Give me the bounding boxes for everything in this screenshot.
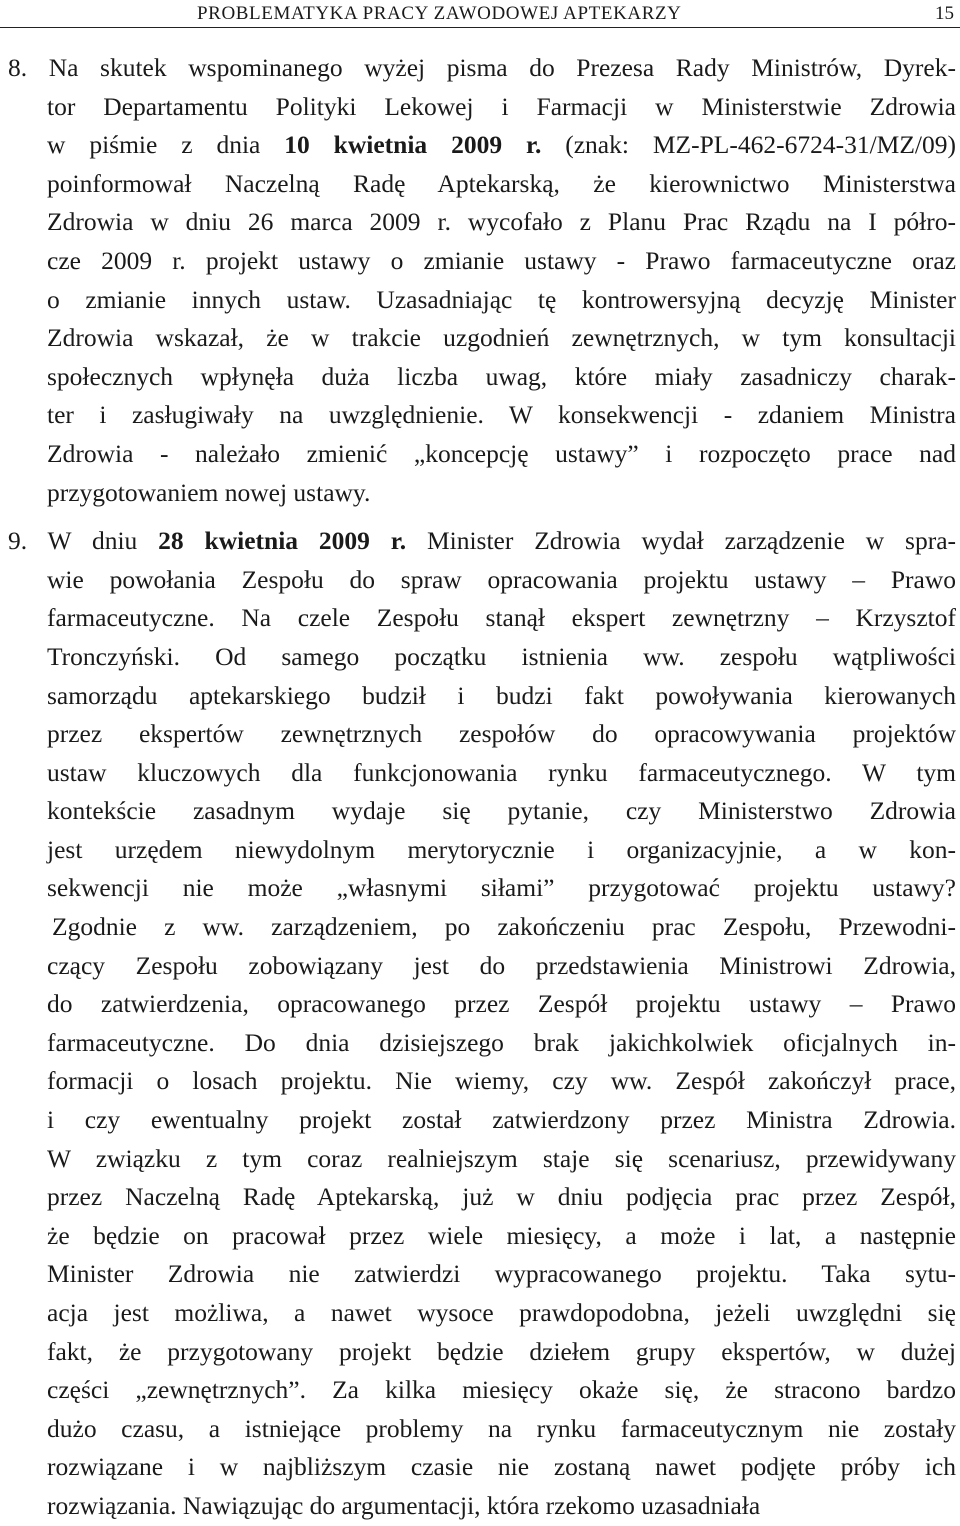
text-line xyxy=(0,1371,960,1410)
paragraph-8 xyxy=(0,49,960,512)
text-run: rozwiązane i w najbliższym czasie nie zostaną nawet podjęte próby ich xyxy=(47,1452,956,1482)
text-line xyxy=(0,126,960,165)
text-run: (znak: MZ-PL-462-6724-31/MZ/09) xyxy=(541,130,956,160)
text-line xyxy=(0,792,960,831)
text-line xyxy=(0,1101,960,1140)
bold-date: 10 kwietnia 2009 r. xyxy=(284,130,542,160)
text-run: Minister Zdrowia wydał zarządzenie w spra- xyxy=(406,526,957,556)
text-run: czący Zespołu zobowiązany jest do przedstawienia Ministrowi Zdrowia, xyxy=(47,950,956,980)
text-run: acja jest możliwa, a nawet wysoce prawdopodobna, jeżeli uwzględni się xyxy=(47,1298,956,1327)
text-run: poinformował Naczelną Radę Aptekarską, że kierownictwo Ministerstwa xyxy=(47,168,956,198)
text-line xyxy=(0,1062,960,1101)
text-line xyxy=(0,522,960,561)
text-line xyxy=(0,435,960,474)
text-line xyxy=(0,715,960,754)
text-line xyxy=(0,947,960,986)
text-run: fakt, że przygotowany projekt będzie dziełem grupy ekspertów, w dużej xyxy=(47,1336,956,1366)
text-line xyxy=(0,319,960,358)
text-run: do zatwierdzenia, opracowanego przez Zespół projektu ustawy – Prawo xyxy=(47,989,956,1019)
text-line xyxy=(0,908,960,947)
text-line xyxy=(0,754,960,793)
text-run: dużo czasu, a istniejące problemy na rynku farmaceutycznym nie zostały xyxy=(47,1413,956,1443)
text-run: kontekście zasadnym wydaje się pytanie, czy Ministerstwo Zdrowia xyxy=(47,796,956,826)
text-line xyxy=(0,1255,960,1294)
text-run: sekwencji nie może „własnymi siłami” przygotować projektu ustawy? xyxy=(47,873,956,903)
text-run: i czy ewentualny projekt został zatwierdzony przez Ministra Zdrowia. xyxy=(47,1105,956,1135)
text-line xyxy=(0,1448,960,1487)
page-body xyxy=(0,49,960,1526)
text-line xyxy=(0,396,960,435)
text-run: wie powołania Zespołu do spraw opracowania projektu ustawy – Prawo xyxy=(47,564,956,594)
text-run: społecznych wpłynęła duża liczba uwag, które miały zasadniczy charak- xyxy=(47,361,956,391)
text-line xyxy=(0,1178,960,1217)
text-line xyxy=(0,1217,960,1256)
text-line xyxy=(0,49,960,88)
text-line xyxy=(0,1333,960,1372)
text-line xyxy=(0,985,960,1024)
text-line xyxy=(0,165,960,204)
running-header xyxy=(0,2,960,28)
text-line xyxy=(0,242,960,281)
text-run: w piśmie z dnia xyxy=(47,130,285,160)
text-line xyxy=(0,474,960,513)
text-run: przez ekspertów zewnętrznych zespołów do opracowywania projektów xyxy=(47,719,956,749)
bold-date: 28 kwietnia 2009 r. xyxy=(158,526,407,556)
text-run: przygotowaniem nowej ustawy. xyxy=(47,477,371,507)
running-title: PROBLEMATYKA PRACY ZAWODOWEJ APTEKARZY xyxy=(197,3,682,24)
text-run: Zgodnie z ww. zarządzeniem, po zakończeniu prac Zespołu, Przewodni- xyxy=(52,912,956,942)
text-line xyxy=(0,358,960,397)
text-line xyxy=(0,281,960,320)
text-line xyxy=(0,1024,960,1063)
text-line xyxy=(0,1487,960,1526)
text-run: rozwiązania. Nawiązując do argumentacji, która rzekomo uzasadniała xyxy=(47,1490,761,1520)
text-run: Zdrowia wskazał, że w trakcie uzgodnień zewnętrznych, w tym konsultacji xyxy=(47,323,956,353)
text-run: samorządu aptekarskiego budził i budzi fakt powoływania kierowanych xyxy=(47,680,956,710)
text-run: farmaceutyczne. Do dnia dzisiejszego brak jakichkolwiek oficjalnych in- xyxy=(47,1027,956,1057)
text-line xyxy=(0,1410,960,1449)
text-run: 9. W dniu xyxy=(8,526,159,556)
text-run: Zdrowia - należało zmienić „koncepcję ustawy” i rozpoczęto prace nad xyxy=(47,438,956,468)
text-line xyxy=(0,1294,960,1333)
text-run: ustaw kluczowych dla funkcjonowania rynku farmaceutycznego. W tym xyxy=(47,757,956,787)
text-line xyxy=(0,869,960,908)
text-run: ter i zasługiwały na uwzględnienie. W konsekwencji - zdaniem Ministra xyxy=(47,400,956,430)
text-line xyxy=(0,88,960,127)
text-run: Minister Zdrowia nie zatwierdzi wypracowanego projektu. Taka sytu- xyxy=(47,1259,956,1289)
text-line xyxy=(0,203,960,242)
text-run: tor Departamentu Polityki Lekowej i Farmacji w Ministerstwie Zdrowia xyxy=(47,91,956,121)
paragraph-9 xyxy=(0,522,960,1525)
text-run: formacji o losach projektu. Nie wiemy, czy ww. Zespół zakończył prace, xyxy=(47,1066,956,1096)
text-line xyxy=(0,599,960,638)
text-run: że będzie on pracował przez wiele miesięcy, a może i lat, a następnie xyxy=(47,1220,956,1250)
text-run: cze 2009 r. projekt ustawy o zmianie ustawy - Prawo farmaceutyczne oraz xyxy=(47,245,956,275)
page-number: 15 xyxy=(935,3,954,24)
text-line xyxy=(0,831,960,870)
text-run: farmaceutyczne. Na czele Zespołu stanął ekspert zewnętrzny – Krzysztof xyxy=(47,603,956,633)
text-run: przez Naczelną Radę Aptekarską, już w dniu podjęcia prac przez Zespół, xyxy=(47,1182,956,1212)
text-run: Tronczyński. Od samego początku istnienia ww. zespołu wątpliwości xyxy=(47,641,956,671)
text-run: o zmianie innych ustaw. Uzasadniając tę kontrowersyjną decyzję Minister xyxy=(47,284,956,314)
text-run: jest urzędem niewydolnym merytorycznie i organizacyjnie, a w kon- xyxy=(47,834,956,864)
text-run: W związku z tym coraz realniejszym staje się scenariusz, przewidywany xyxy=(47,1143,956,1173)
text-line xyxy=(0,638,960,677)
text-line xyxy=(0,561,960,600)
text-run: Zdrowia w dniu 26 marca 2009 r. wycofało z Planu Prac Rządu na I półro- xyxy=(47,207,956,237)
text-line xyxy=(0,1140,960,1179)
text-line xyxy=(0,677,960,716)
text-run: części „zewnętrznych”. Za kilka miesięcy okaże się, że stracono bardzo xyxy=(47,1375,956,1405)
text-run: 8. Na skutek wspominanego wyżej pisma do Prezesa Rady Ministrów, Dyrek- xyxy=(8,53,956,82)
